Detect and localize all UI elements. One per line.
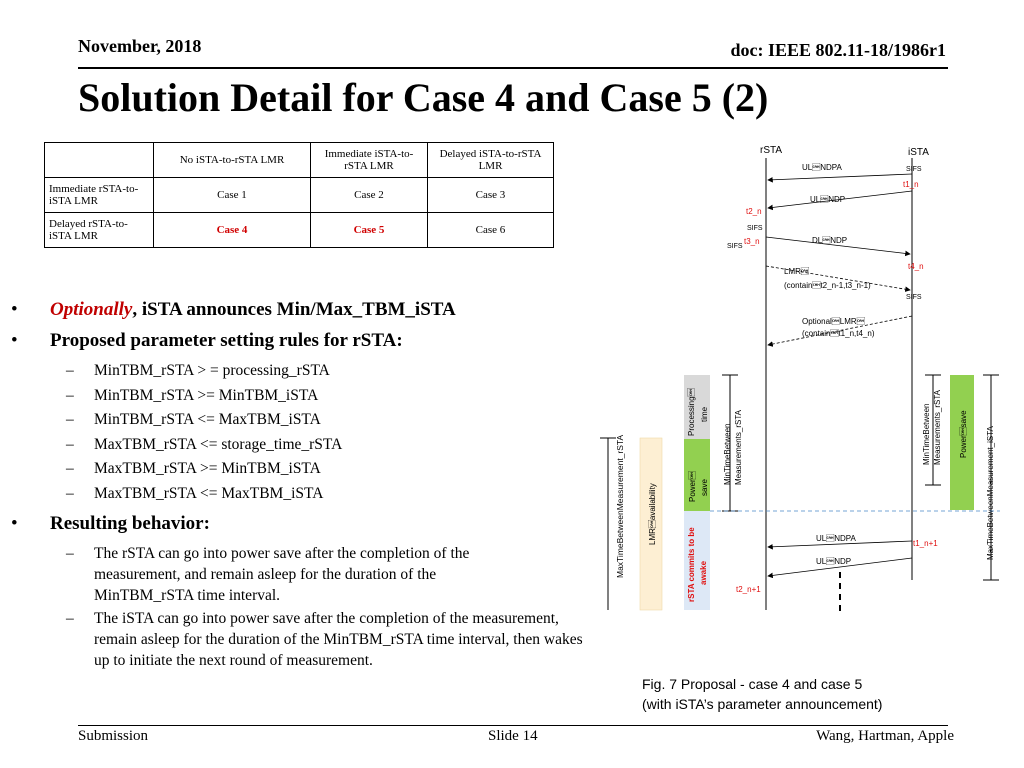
rule-text: MinTBM_rSTA >= MinTBM_iSTA (94, 386, 319, 404)
min-tbm-rsta-label-2: Measurements_rSTA (734, 410, 743, 485)
footer-slide-number: Slide 14 (488, 728, 538, 744)
rsta-commit-label: rSTA commits to be (687, 527, 696, 602)
table-col-header: Delayed iSTA-to-rSTA LMR (428, 143, 554, 178)
ul-ndpa-arrow (768, 174, 912, 180)
t4-n-label: t4_n (908, 262, 924, 271)
table-cell-highlight: Case 5 (311, 213, 428, 248)
bullet-dot: • (11, 512, 18, 534)
dl-ndp-label: DLNDP (812, 236, 848, 245)
bullet-list (8, 298, 598, 673)
ul-ndp-label: ULNDP (810, 195, 846, 204)
caption-line-1: Fig. 7 Proposal - case 4 and case 5 (642, 676, 863, 692)
ul-ndp-next-label: ULNDP (816, 557, 852, 566)
rsta-awake-label: awake (699, 560, 708, 585)
table-cell-highlight: Case 4 (154, 213, 311, 248)
rule-item: – MaxTBM_rSTA <= storage_time_rSTA (66, 435, 343, 453)
ista-power-save-label: Powersave (959, 410, 968, 458)
ul-ndp-arrow (768, 191, 912, 208)
bullet-parameter-rules (8, 329, 598, 353)
ista-label: iSTA (908, 147, 929, 158)
min-tbm-ista-label-2: Measurements_rSTA (933, 390, 942, 465)
table-row-header: Immediate rSTA-to-iSTA LMR (45, 178, 154, 213)
min-tbm-rsta-label-1: MinTimeBetween (723, 423, 732, 485)
rule-text: MinTBM_rSTA > = processing_rSTA (94, 362, 330, 379)
processing-label: Processing (687, 388, 696, 436)
t2-n-label: t2_n (746, 207, 762, 216)
min-tbm-ista-label-1: MinTimeBetween (922, 403, 931, 465)
table-col-header: No iSTA-to-rSTA LMR (154, 143, 311, 178)
rule-item: – MaxTBM_rSTA <= MaxTBM_iSTA (66, 484, 324, 502)
bullet-text: , iSTA announces Min/Max_TBM_iSTA (132, 299, 456, 320)
lmr-availability-label: LMRavailability (648, 483, 657, 545)
optional-lmr-label: OptionalLMR (802, 317, 865, 326)
rule-item: – MinTBM_rSTA > = processing_rSTA (66, 362, 330, 379)
rule-text: MaxTBM_rSTA <= storage_time_rSTA (94, 435, 343, 453)
rsta-power-label: Power (688, 471, 697, 502)
bullet-optional-announce (8, 298, 598, 322)
table-header-row (45, 143, 554, 178)
bullet-text: Proposed parameter setting rules for rSTA: (50, 330, 403, 351)
caption-line-2: (with iSTA’s parameter announcement) (642, 696, 883, 712)
t3-n-label: t3_n (744, 237, 760, 246)
table-cell: Case 2 (311, 178, 428, 213)
footer-submission: Submission (78, 728, 149, 744)
footer-rule (78, 725, 948, 726)
t1-n-label: t1_n (903, 180, 919, 189)
behavior-item: – The rSTA can go into power save after the completion of the measurement, and remain asleep for the duration of the MinTBM_rSTA time interval. (66, 544, 470, 604)
rsta-label: rSTA (760, 145, 783, 156)
processing-time-label: time (700, 406, 709, 422)
rule-item: – MaxTBM_rSTA >= MinTBM_iSTA (66, 460, 321, 477)
footer-authors: Wang, Hartman, Apple (816, 728, 954, 744)
rule-text: MinTBM_rSTA <= MaxTBM_iSTA (94, 411, 321, 428)
bullet-dot: • (11, 330, 18, 351)
rule-item: – MinTBM_rSTA <= MaxTBM_iSTA (66, 411, 321, 428)
rsta-save-label: save (700, 479, 709, 496)
figure-caption (642, 674, 882, 714)
table-row-header: Delayed rSTA-to-iSTA LMR (45, 213, 154, 248)
t2-n1-label: t2_n+1 (736, 585, 761, 594)
optional-lmr-contain-label: (containt1_n,t4_n) (802, 329, 875, 338)
bullet-emphasis: Optionally (50, 299, 133, 320)
lmr-label: LMR (784, 267, 809, 276)
table-row (45, 213, 554, 248)
table-corner-cell (45, 143, 154, 178)
table-cell: Case 3 (428, 178, 554, 213)
header-date: November, 2018 (78, 36, 202, 56)
sifs-label: SIFS (906, 166, 922, 173)
max-tbm-rsta-label: MaxTimeBetweenMeasurement_rSTA (615, 434, 625, 578)
case-table (44, 142, 554, 248)
behavior-text: The rSTA can go into power save after the completion of the measurement, and remain asleep for the duration of the MinTBM_rSTA time interval. (94, 544, 470, 604)
rule-text: MaxTBM_rSTA <= MaxTBM_iSTA (94, 484, 324, 502)
bullet-text: Resulting behavior: (50, 512, 210, 534)
table-col-header: Immediate iSTA-to-rSTA LMR (311, 143, 428, 178)
rule-item: – MinTBM_rSTA >= MinTBM_iSTA (66, 386, 319, 404)
table-cell: Case 1 (154, 178, 311, 213)
slide-title: Solution Detail for Case 4 and Case 5 (2) (78, 75, 769, 120)
sifs-label: SIFS (747, 225, 763, 232)
ul-ndpa-next-label: ULNDPA (816, 534, 856, 543)
header-rule (78, 67, 948, 69)
t1-n1-label: t1_n+1 (913, 539, 938, 548)
ul-ndpa-label: ULNDPA (802, 163, 842, 172)
rule-text: MaxTBM_rSTA >= MinTBM_iSTA (94, 460, 321, 477)
header-doc-id: doc: IEEE 802.11-18/1986r1 (730, 40, 946, 60)
sifs-label: SIFS (727, 243, 743, 250)
behavior-text: The iSTA can go into power save after the completion of the measurement, remain asleep for the duration of the MinTBM_rSTA time interval, then wakes up to initiate the next round of measurement. (94, 609, 583, 669)
table-cell: Case 6 (428, 213, 554, 248)
table-row (45, 178, 554, 213)
behavior-item: – The iSTA can go into power save after the completion of the measurement, remain asleep for the duration of the MinTBM_rSTA time interval, then wakes up to initiate the next round of measurement. (66, 609, 583, 669)
max-tbm-ista-label: MaxTimeBetweenMeasurement_iSTA (986, 426, 995, 560)
bullet-resulting-behavior (8, 512, 598, 536)
lmr-contain-label: (containt2_n-1,t3_n-1) (784, 281, 871, 290)
bullet-dot: • (11, 299, 18, 320)
timing-diagram (590, 140, 1024, 620)
sifs-label: SIFS (906, 294, 922, 301)
